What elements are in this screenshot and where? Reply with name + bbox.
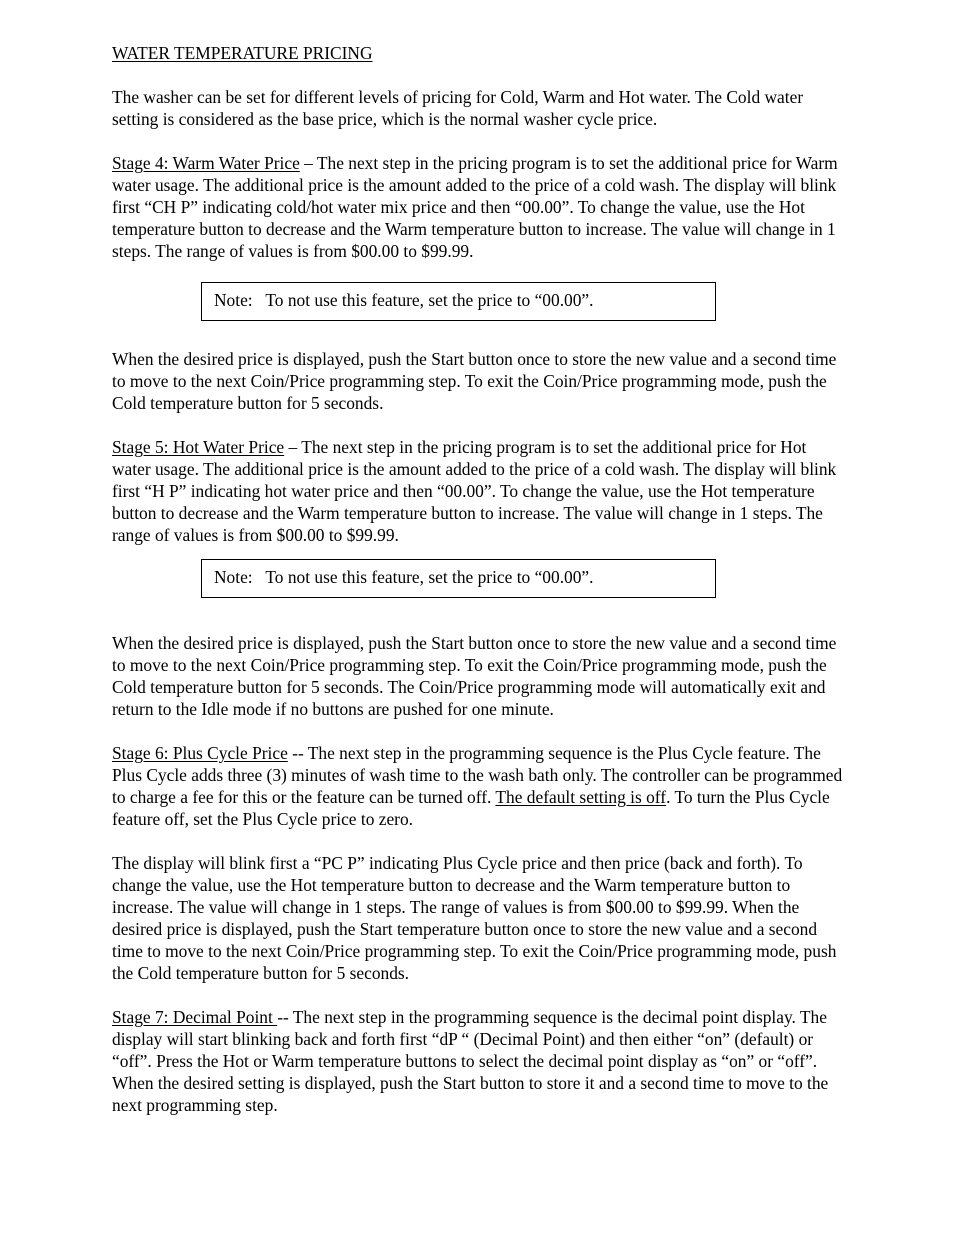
intro-paragraph: The washer can be set for different levels of pricing for Cold, Warm and Hot water. The Cold water setting is considered as the base price, which is the normal washer cycle price. [112,87,804,129]
stage4-paragraph [112,152,848,262]
after-stage5-paragraph: When the desired price is displayed, push the Start button once to store the new value and a second time to move to the next Coin/Price programming step. To exit the Coin/Price programming mode, push the Cold temperature button for 5 seconds. The Coin/Price programming mode will automatically exit and return to the Idle mode if no buttons are pushed for one minute. [112,633,837,719]
stage6-default-note: The default setting is off [495,787,667,807]
after-stage4-paragraph: When the desired price is displayed, push the Start button once to store the new value and a second time to move to the next Coin/Price programming step. To exit the Coin/Price programming mode, push the Cold temperature button for 5 seconds. [112,349,837,413]
stage6-text-b: . To turn the Plus Cycle feature off, set the Plus Cycle price to zero. [112,787,830,829]
note-box-hot-text: Note: To not use this feature, set the price to “00.00”. [214,567,594,587]
page-heading [112,42,848,64]
note-box-warm-text: Note: To not use this feature, set the price to “00.00”. [214,290,594,310]
stage6-paragraph [112,742,848,830]
stage5-text: – The next step in the pricing program is to set the additional price for Hot water usage. The additional price is the amount added to the price of a cold wash. The display will blink first “H P” indicating hot water price and then “00.00”. To change the value, use the Hot temperature button to decrease and the Warm temperature button to increase. The value will change in 1 steps. The range of values is from $00.00 to $99.99. [112,437,837,545]
heading-text: WATER TEMPERATURE PRICING [112,43,373,63]
stage5-title: Stage 5: Hot Water Price [112,437,285,457]
stage7-paragraph [112,1006,848,1116]
stage6-text-a: -- The next step in the programming sequence is the Plus Cycle feature. The Plus Cycle adds three (3) minutes of wash time to the wash bath only. The controller can be programmed to charge a fee for this or the feature can be turned off. [112,743,843,807]
stage4-text: – The next step in the pricing program is to set the additional price for Warm water usage. The additional price is the amount added to the price of a cold wash. The display will blink first “CH P” indicating cold/hot water mix price and then “00.00”. To change the value, use the Hot temperature button to decrease and the Warm temperature button to increase. The value will change in 1 steps. The range of values is from $00.00 to $99.99. [112,153,838,261]
stage7-text: -- The next step in the programming sequence is the decimal point display. The display will start blinking back and forth first “dP “ (Decimal Point) and then either “on” (default) or “off”. Press the Hot or Warm temperature buttons to select the decimal point display as “on” or “off”. When the desired setting is displayed, push the Start button to store it and a second time to move to the next programming step. [112,1007,829,1115]
note-box-hot [201,559,716,598]
note-box-warm [201,282,716,321]
stage4-title: Stage 4: Warm Water Price [112,153,300,173]
stage5-paragraph [112,436,848,546]
stage6-title: Stage 6: Plus Cycle Price [112,743,288,763]
stage6-detail-paragraph: The display will blink first a “PC P” indicating Plus Cycle price and then price (back and forth). To change the value, use the Hot temperature button to decrease and the Warm temperature button to increase. The value will change in 1 steps. The range of values is from $00.00 to $99.99. When the desired price is displayed, push the Start temperature button once to store the new value and a second time to move to the next Coin/Price programming step. To exit the Coin/Price programming mode, push the Cold temperature button for 5 seconds. [112,853,837,983]
stage7-title: Stage 7: Decimal Point [112,1007,278,1027]
